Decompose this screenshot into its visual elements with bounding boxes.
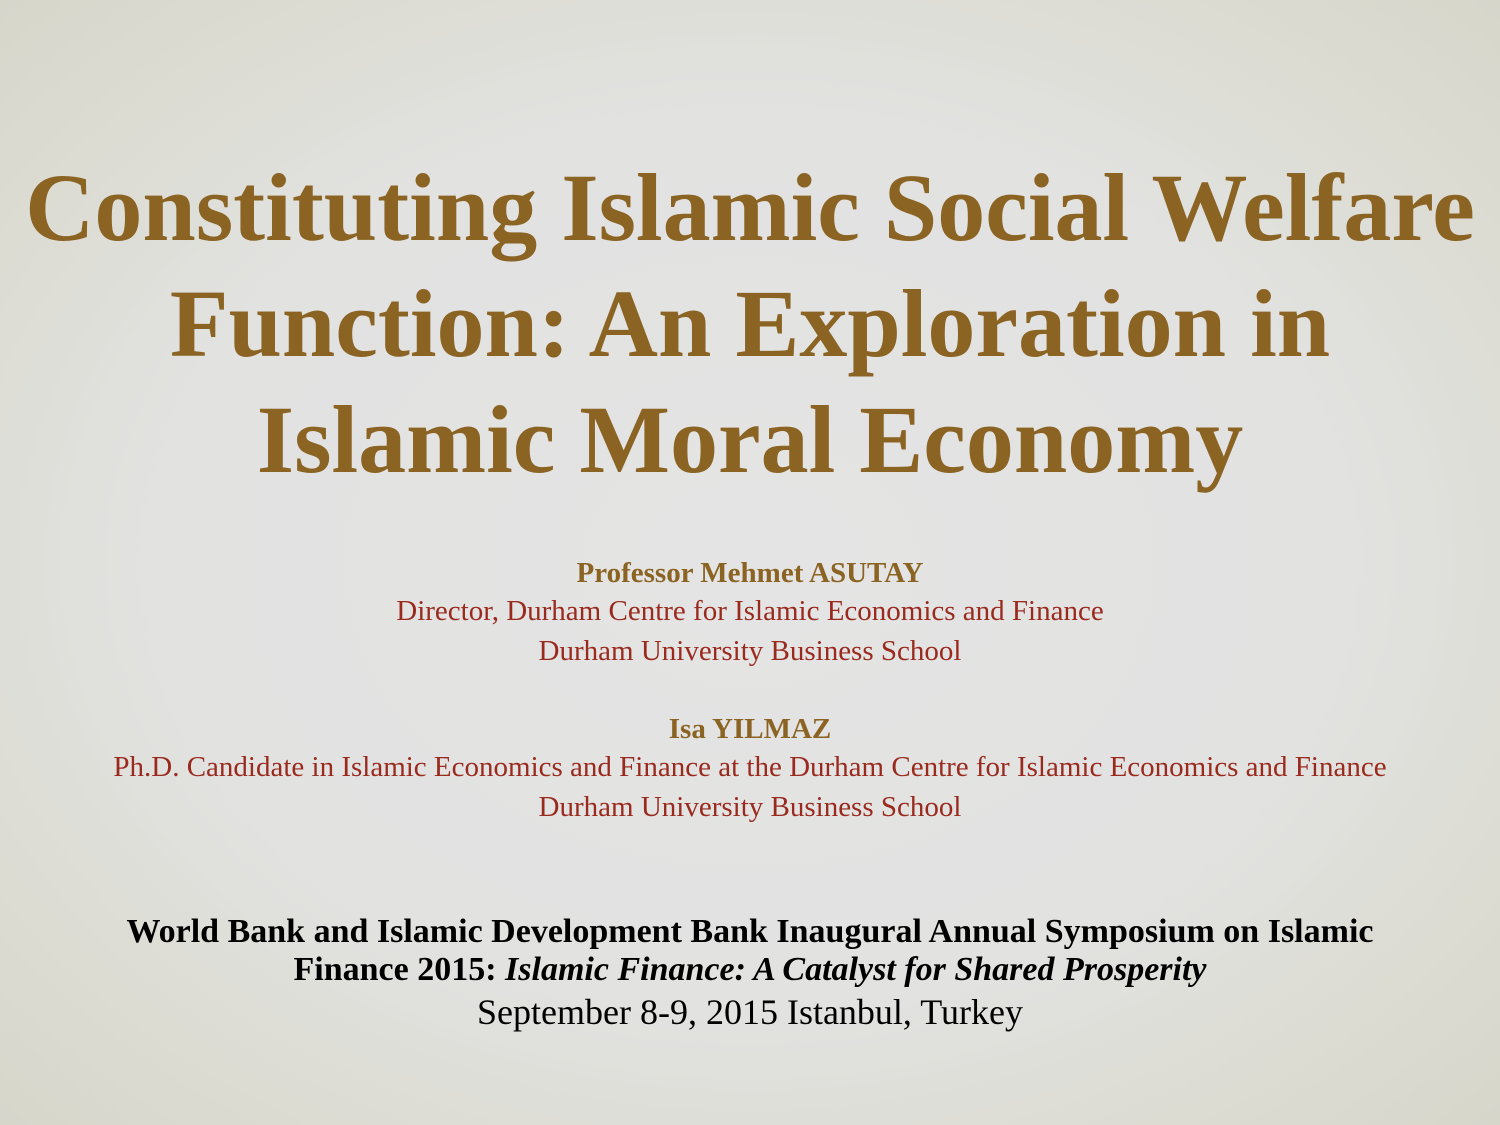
event-theme: Islamic Finance: A Catalyst for Shared Prosperity [505,951,1207,988]
event-date-location: September 8-9, 2015 Istanbul, Turkey [477,992,1023,1032]
slide-title [0,150,1500,498]
title-line-1: Constituting Islamic Social Welfare [25,154,1475,261]
author-2 [0,711,1500,827]
title-line-3: Islamic Moral Economy [256,386,1244,493]
author-institution: Durham University Business School [538,635,962,667]
author-name: Isa YILMAZ [668,713,832,745]
author-name: Professor Mehmet ASUTAY [576,557,924,589]
author-institution: Durham University Business School [538,791,962,823]
title-line-2: Function: An Exploration in [169,270,1331,377]
event-name-prefix: Finance 2015: [293,951,506,988]
event-name-line-2 [0,951,1500,989]
author-affiliation: Director, Durham Centre for Islamic Economics and Finance [396,595,1104,627]
authors-block [0,555,1500,827]
author-affiliation: Ph.D. Candidate in Islamic Economics and Finance at the Durham Centre for Islamic Economics and Finance [113,751,1387,783]
author-1 [0,555,1500,671]
event-block [0,913,1500,1035]
event-name-line-1: World Bank and Islamic Development Bank Inaugural Annual Symposium on Islamic [126,913,1374,950]
